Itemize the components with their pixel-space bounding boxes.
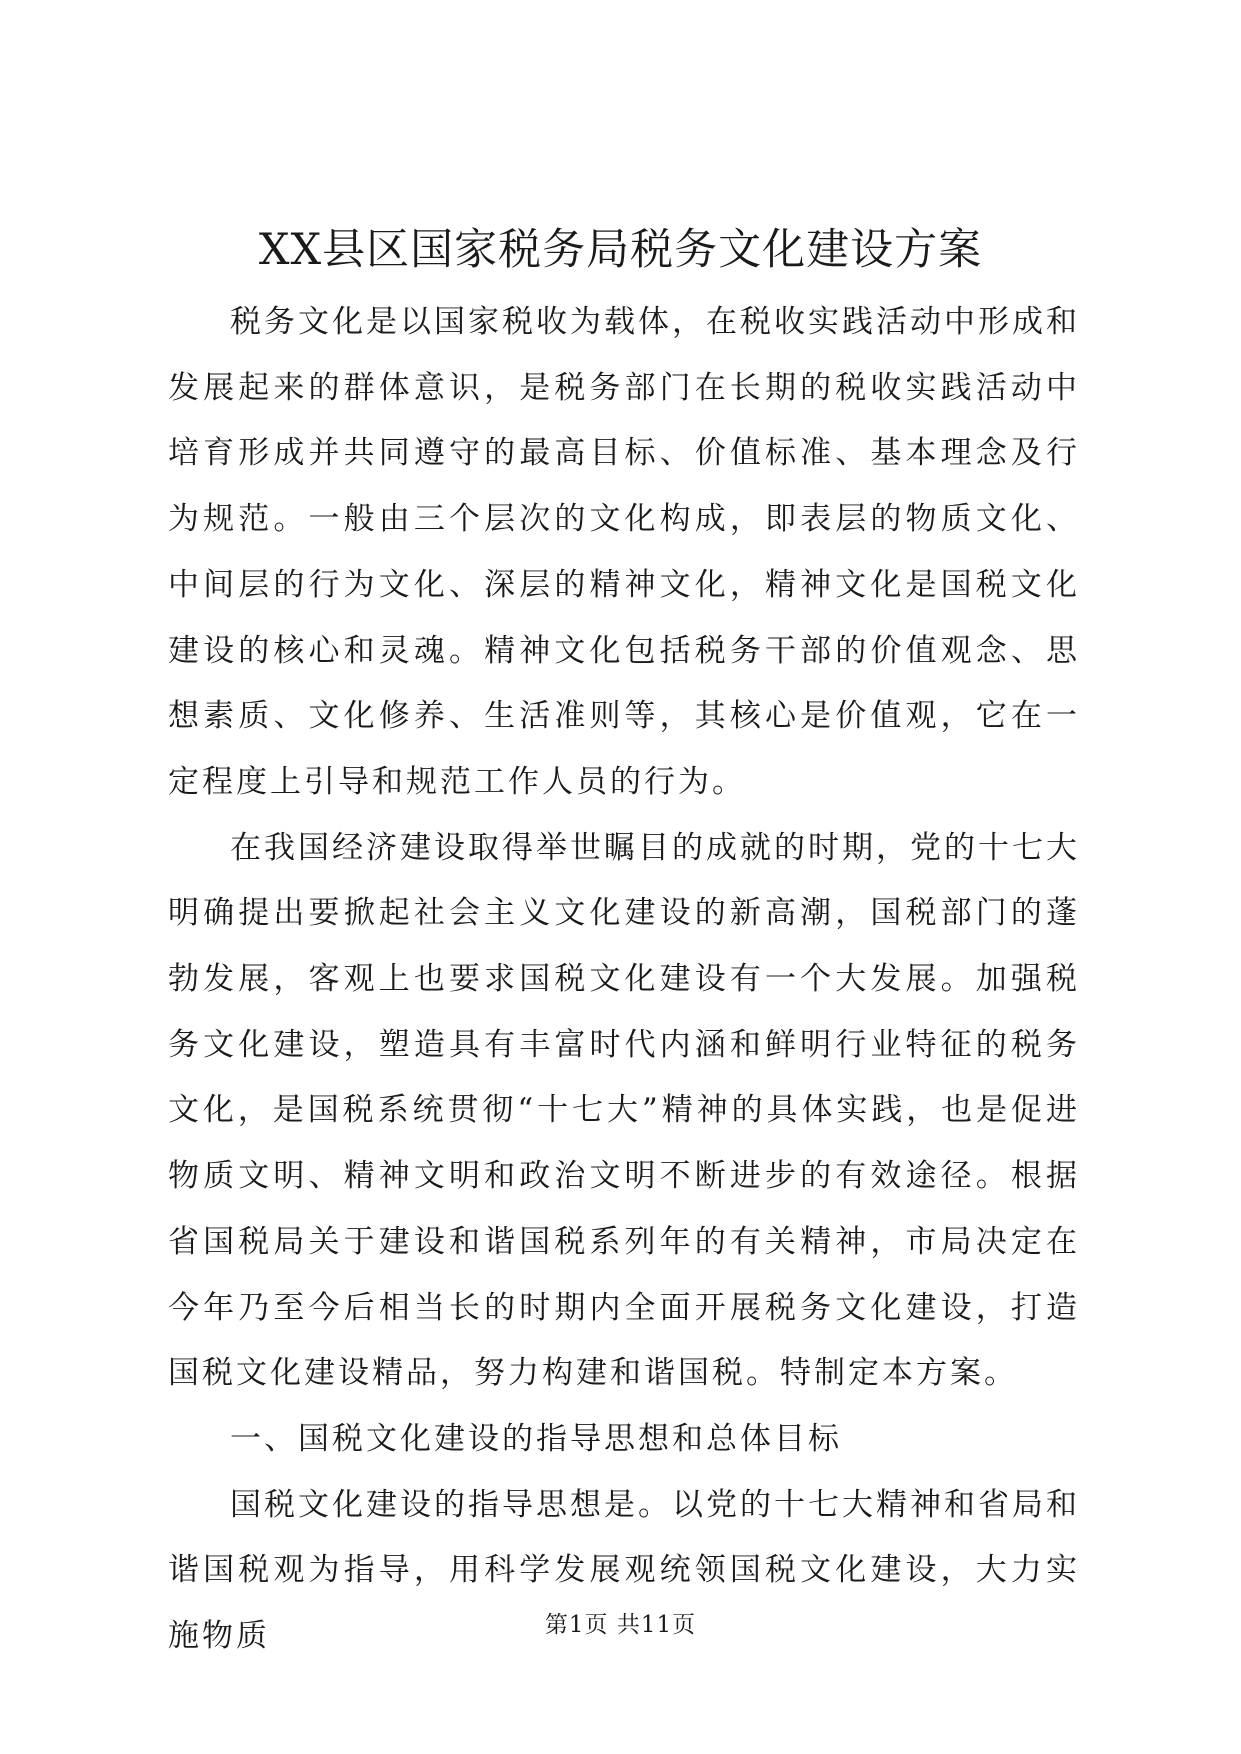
paragraph-intro: 税务文化是以国家税收为载体，在税收实践活动中形成和发展起来的群体意识，是税务部门在长期的税收实践活动中培育形成并共同遵守的最高目标、价值标准、基本理念及行为规范。一般由三个层次的文化构成，即表层的物质文化、中间层的行为文化、深层的精神文化，精神文化是国税文化建设的核心和灵魂。精神文化包括税务干部的价值观念、思想素质、文化修养、生活准则等，其核心是价值观，它在一定程度上引导和规范工作人员的行为。 [168,304,1080,800]
document-body [168,290,1080,1670]
document-title: XX县区国家税务局税务文化建设方案 [258,225,983,275]
paragraph-background: 在我国经济建设取得举世瞩目的成就的时期，党的十七大明确提出要掀起社会主义文化建设的新高潮，国税部门的蓬勃发展，客观上也要求国税文化建设有一个大发展。加强税务文化建设，塑造具有丰富时代内涵和鲜明行业特征的税务文化，是国税系统贯彻“十七大”精神的具体实践，也是促进物质文明、精神文明和政治文明不断进步的有效途径。根据省国税局关于建设和谐国税系列年的有关精神，市局决定在今年乃至今后相当长的时期内全面开展税务文化建设，打造国税文化建设精品，努力构建和谐国税。特制定本方案。 [168,829,1080,1392]
section-heading-1: 一、国税文化建设的指导思想和总体目标 [230,1420,842,1457]
page-footer: 第1页 共11页 [544,1612,697,1638]
paragraph-guiding-idea: 国税文化建设的指导思想是。以党的十七大精神和省局和谐国税观为指导，用科学发展观统领国税文化建设，大力实施物质 [168,1486,1080,1655]
